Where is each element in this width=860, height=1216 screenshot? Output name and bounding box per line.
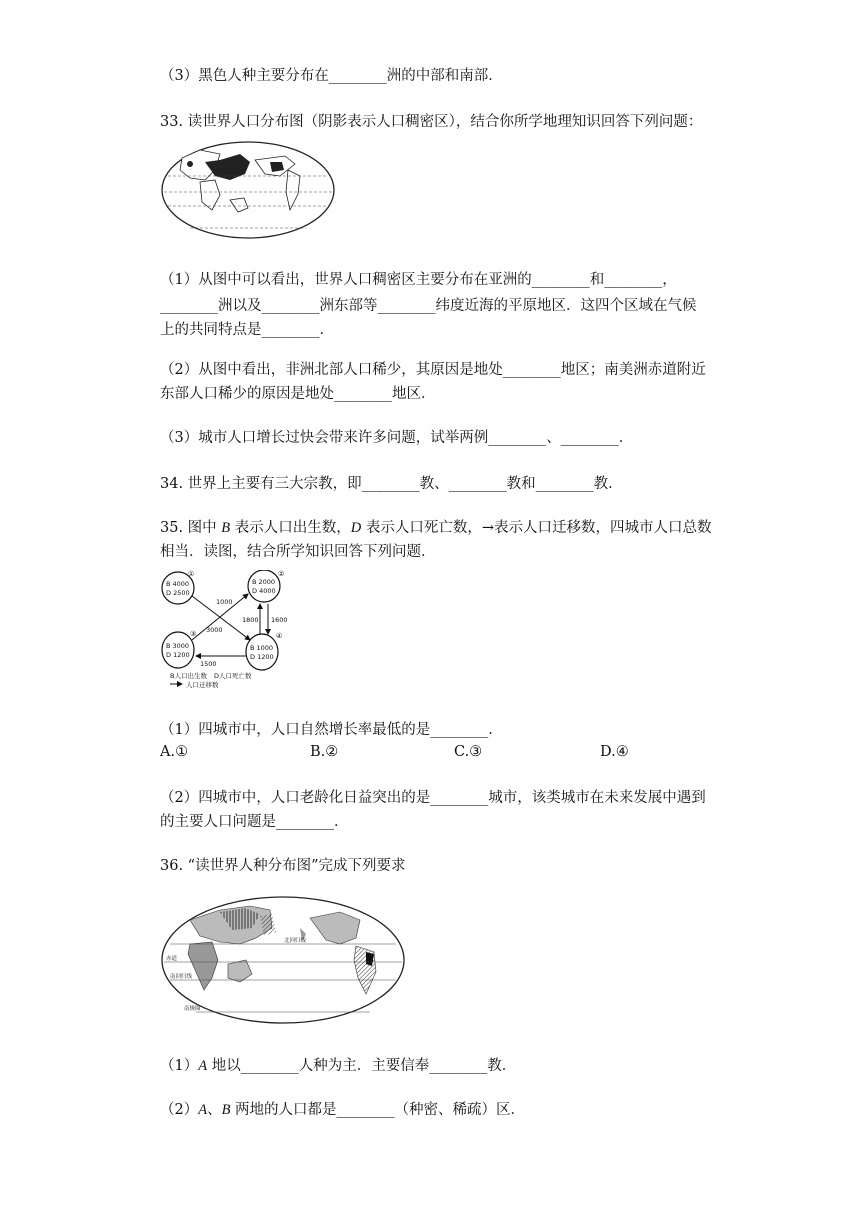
city-2-births: B 2000 [252, 578, 276, 586]
text-line: （1）A 地以________人种为主．主要信奉________教． [160, 1058, 517, 1074]
question-33-title: 33. 读世界人口分布图（阴影表示人口稠密区），结合你所学地理知识回答下列问题： [160, 114, 703, 130]
city-4-mark: ④ [276, 632, 283, 640]
question-35-title: 35. 图中 B 表示人口出生数，D 表示人口死亡数，→表示人口迁移数，四城市人口总数 [160, 520, 712, 536]
city-2-mark: ② [278, 570, 285, 578]
legend-births: B人口出生数 [170, 672, 207, 680]
option-d: D.④ [600, 744, 629, 760]
flow-label: 1000 [216, 598, 233, 606]
option-b: B.② [310, 744, 339, 760]
city-3-births: B 3000 [166, 642, 190, 650]
equator-label: 赤道 [166, 956, 178, 962]
text-line: 的主要人口问题是________． [160, 814, 349, 830]
tropic-of-cancer-label: 北回归线 [284, 938, 307, 944]
tropic-of-capricorn-label: 南回归线 [170, 974, 193, 980]
migration-diagram [160, 570, 296, 690]
text-line: 相当．读图，结合所学知识回答下列问题． [160, 544, 436, 560]
world-population-map [160, 140, 336, 240]
text-line: （2）从图中看出，非洲北部人口稀少，其原因是地处________地区；南美洲赤道附近 [160, 362, 706, 378]
world-race-map [160, 894, 406, 1026]
city-3-deaths: D 1200 [166, 651, 190, 659]
question-36-title: 36. “读世界人种分布图”完成下列要求 [160, 858, 406, 874]
flow-label: 1800 [242, 616, 259, 624]
option-a: A.① [160, 744, 189, 760]
text-line: （3）城市人口增长过快会带来许多问题，试举两例________、________． [160, 430, 634, 446]
city-1-births: B 4000 [166, 580, 190, 588]
text-line: （2）四城市中，人口老龄化日益突出的是________城市，该类城市在未来发展中遇到 [160, 790, 706, 806]
antarctic-circle-label: 南极圈 [184, 1006, 201, 1012]
flow-label: 1500 [200, 660, 217, 668]
city-4-births: B 1000 [250, 644, 274, 652]
text-line: （1）从图中可以看出，世界人口稠密区主要分布在亚洲的________和________， [160, 272, 677, 288]
option-c: C.③ [454, 744, 483, 760]
text-line: ________洲以及________洲东部等________纬度近海的平原地区．这四个区域在气候 [160, 298, 697, 314]
city-2-deaths: D 4000 [252, 587, 276, 595]
flow-label: 1600 [271, 616, 288, 624]
city-3-mark: ③ [190, 630, 197, 638]
city-1-deaths: D 2500 [166, 589, 190, 597]
legend-migration: 人口迁移数 [186, 681, 219, 689]
text-line: （2）A、B 两地的人口都是________（种密、稀疏）区． [160, 1102, 526, 1118]
flow-label: 3000 [206, 626, 223, 634]
text-line: （3）黑色人种主要分布在________洲的中部和南部． [160, 68, 503, 84]
city-1-mark: ① [188, 570, 195, 578]
text-line: （1）四城市中，人口自然增长率最低的是________． [160, 722, 503, 738]
question-34: 34. 世界上主要有三大宗教，即________教、________教和________教． [160, 476, 623, 492]
text-line: 上的共同特点是________． [160, 322, 334, 338]
options-row [160, 742, 629, 762]
legend-deaths: D人口死亡数 [214, 672, 252, 680]
city-4-deaths: D 1200 [250, 653, 274, 661]
text-line: 东部人口稀少的原因是地处________地区． [160, 386, 436, 402]
